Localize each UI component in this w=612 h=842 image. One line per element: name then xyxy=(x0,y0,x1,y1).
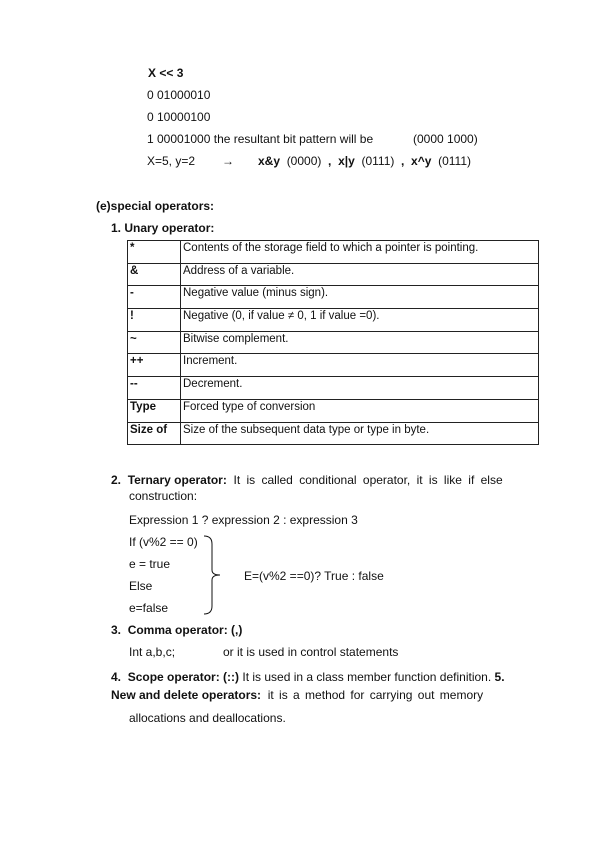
operator-cell: -- xyxy=(128,377,181,400)
description-cell: Forced type of conversion xyxy=(181,399,539,422)
operator-cell: & xyxy=(128,263,181,286)
operator-cell: - xyxy=(128,286,181,309)
code-line: e=false xyxy=(129,601,169,615)
operator-cell: ~ xyxy=(128,331,181,354)
bit-result: (0000 1000) xyxy=(413,132,478,146)
ternary-text2: construction: xyxy=(129,489,198,503)
bit-line: 1 00001000 the resultant bit pattern will be xyxy=(147,132,374,146)
table-row xyxy=(128,354,539,377)
section-heading: (e)special operators: xyxy=(96,199,215,213)
description-cell: Size of the subsequent data type or type in byte. xyxy=(181,422,539,445)
arrow-icon: → xyxy=(222,154,234,168)
table-row xyxy=(128,263,539,286)
description-cell: Increment. xyxy=(181,354,539,377)
description-cell: Bitwise complement. xyxy=(181,331,539,354)
table-row xyxy=(128,331,539,354)
description-cell: Negative (0, if value ≠ 0, 1 if value =0). xyxy=(181,309,539,332)
newdel-text2: allocations and deallocations. xyxy=(129,711,286,725)
description-cell: Address of a variable. xyxy=(181,263,539,286)
operator-cell: Type xyxy=(128,399,181,422)
newdel-line: New and delete operators: it is a method for carrying out memory xyxy=(111,688,484,702)
example-lhs: X=5, y=2 xyxy=(147,154,196,168)
table-row xyxy=(128,422,539,445)
operator-cell: * xyxy=(128,241,181,264)
bit-line: 0 10000100 xyxy=(147,110,211,124)
table-row xyxy=(128,377,539,400)
operator-cell: Size of xyxy=(128,422,181,445)
table-row xyxy=(128,286,539,309)
scope-line: 4. Scope operator: (::) It is used in a class member function definition. 5. xyxy=(111,670,505,684)
code-line: If (v%2 == 0) xyxy=(129,535,198,549)
code-line: e = true xyxy=(129,557,171,571)
shift-title: X << 3 xyxy=(148,66,184,80)
table-row xyxy=(128,309,539,332)
bit-line: 0 01000010 xyxy=(147,88,211,102)
ternary-syntax: Expression 1 ? expression 2 : expression 3 xyxy=(129,513,358,527)
table-row xyxy=(128,399,539,422)
operator-cell: ++ xyxy=(128,354,181,377)
description-cell: Contents of the storage field to which a pointer is pointing. xyxy=(181,241,539,264)
operator-cell: ! xyxy=(128,309,181,332)
description-cell: Negative value (minus sign). xyxy=(181,286,539,309)
comma-code: Int a,b,c; xyxy=(129,645,176,659)
unary-heading: 1. Unary operator: xyxy=(111,221,215,235)
description-cell: Decrement. xyxy=(181,377,539,400)
table-row xyxy=(128,241,539,264)
comma-text: or it is used in control statements xyxy=(223,645,399,659)
right-brace-icon xyxy=(200,534,230,616)
code-line: Else xyxy=(129,579,153,593)
unary-operator-table xyxy=(127,240,539,445)
example-ops: x&y (0000) , x|y (0111) , x^y (0111) xyxy=(258,154,471,168)
comma-heading: 3. Comma operator: (,) xyxy=(111,623,243,637)
ternary-line: 2. Ternary operator: It is called conditional operator, it is like if else xyxy=(111,473,503,487)
ternary-equiv: E=(v%2 ==0)? True : false xyxy=(244,569,384,583)
